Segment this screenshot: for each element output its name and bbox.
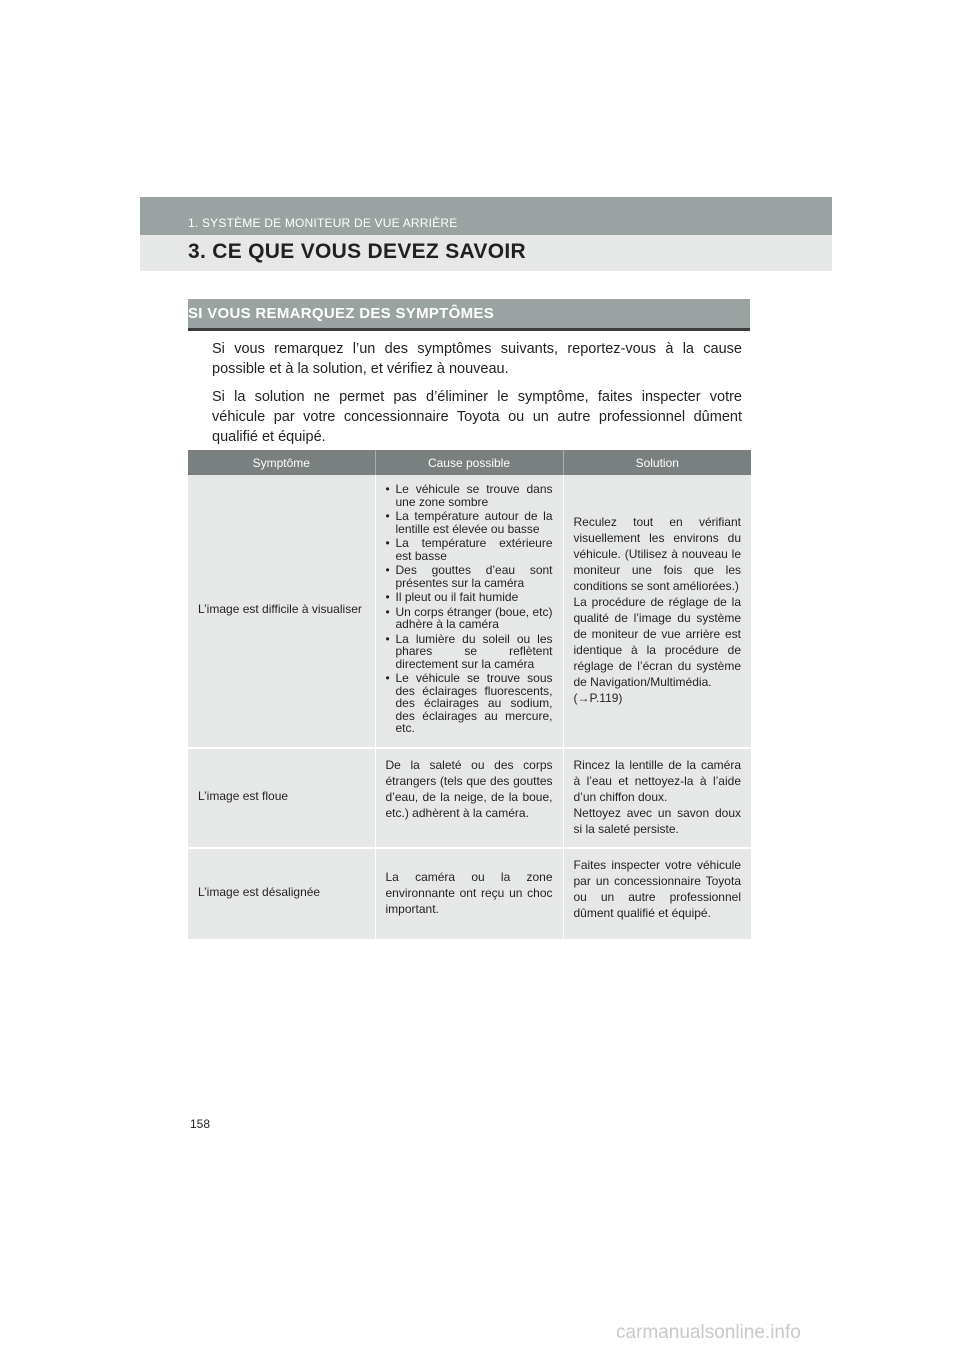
list-item: • La température autour de la lentille est élevée ou basse [386,510,553,535]
intro-paragraph: Si vous remarquez l’un des symptômes suivants, reportez-vous à la cause possible et à la solution, et vérifiez à nouveau. [212,341,742,377]
header-band [140,197,832,271]
table-header-row [188,450,751,475]
list-item: • Il pleut ou il fait humide [386,591,553,604]
table-row [188,475,751,748]
cause-list [386,483,553,735]
header-solution: Solution [563,450,751,475]
cause-text: La caméra ou la zone environnante ont reçu un choc important. [385,869,553,916]
list-item: • Des gouttes d’eau sont présentes sur la caméra [386,564,553,589]
cause-text: De la saleté ou des corps étrangers (tels que des gouttes d’eau, de la neige, de la boue, etc.) adhèrent à la caméra. [385,757,553,820]
subsection-bar [188,299,750,331]
list-item: • La température extérieure est basse [386,537,553,562]
chapter-title: 3. CE QUE VOUS DEVEZ SAVOIR [188,240,526,263]
symptom-cell: L’image est floue [188,748,375,848]
solution-cell [563,748,751,848]
header-top-bar [140,197,832,235]
header-symptom: Symptôme [188,450,375,475]
table-row [188,848,751,940]
solution-text: Rincez la lentille de la caméra à l’eau et nettoyez-la à l’aide d’un chiffon doux. [573,757,741,804]
list-item: • Le véhicule se trouve sous des éclairages fluorescents, des éclairages au sodium, des éclairages au mercure, etc. [386,672,553,735]
list-item: • Le véhicule se trouve dans une zone sombre [386,483,553,508]
intro-text [212,339,742,455]
solution-text: La procédure de réglage de la qualité de l’image du système de moniteur de vue arrière est identique à la procédure de réglage de l’écran du système de Navigation/Multimédia. [573,594,741,689]
solution-cell [563,848,751,940]
section-label: 1. SYSTÈME DE MONITEUR DE VUE ARRIÈRE [188,216,458,230]
header-cause: Cause possible [375,450,563,475]
symptom-cell: L’image est difficile à visualiser [188,475,375,748]
solution-text: Nettoyez avec un savon doux si la saleté persiste. [573,805,741,836]
solution-text: Faites inspecter votre véhicule par un concessionnaire Toyota ou un autre professionnel dûment qualifié et équipé. [573,857,741,920]
symptom-cell: L’image est désalignée [188,848,375,940]
watermark: carmanualsonline.info [616,1322,801,1343]
cause-cell [375,475,563,748]
list-item: • Un corps étranger (boue, etc) adhère à la caméra [386,606,553,631]
list-item: • La lumière du soleil ou les phares se reflètent directement sur la caméra [386,633,553,671]
cause-cell [375,748,563,848]
solution-text: Reculez tout en vérifiant visuellement les environs du véhicule. (Utilisez à nouveau le moniteur une fois que les conditions se sont améliorées.) [573,514,741,593]
page-number: 158 [190,1117,211,1131]
page-reference: (→P.119) [573,690,623,705]
symptoms-table [188,450,751,941]
cause-cell [375,848,563,940]
subsection-title: SI VOUS REMARQUEZ DES SYMPTÔMES [188,305,495,322]
intro-paragraph: Si la solution ne permet pas d’éliminer le symptôme, faites inspecter votre véhicule par votre concessionnaire Toyota ou un autre professionnel dûment qualifié et équipé. [212,389,742,445]
solution-cell [563,475,751,748]
table-row [188,748,751,848]
